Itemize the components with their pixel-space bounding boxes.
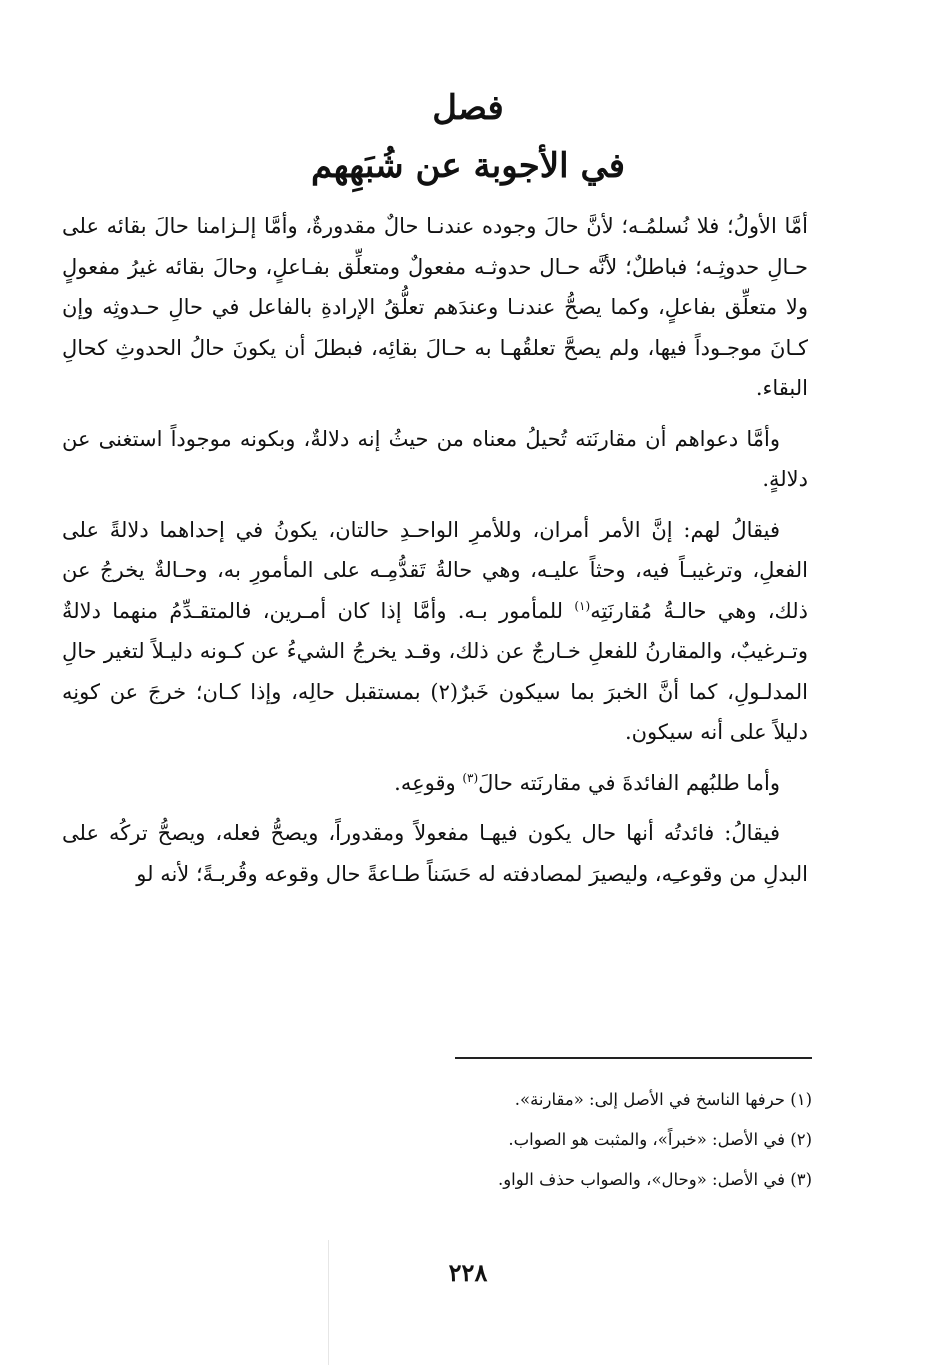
paragraph-text: فيقالُ: فائدتُه أنها حال يكون فيهـا مفعولاً ومقدوراً، ويصحُّ فعله، ويصحُّ تركُه على البدلِ من وقوعـِه، وليصيرَ لمصادفته له حَسَناً طـاعةً حال وقوعه وقُربـةً؛ لأنه لو [62, 821, 808, 886]
paragraph [62, 510, 808, 753]
paragraph-text: وأما طلبُهم الفائدةَ في مقارنَته حالَ [478, 770, 780, 795]
paragraph-text-continued: للمأمور بـه. وأمَّا إذا كان أمـرين، فالمتقـدِّمُ منهما دلالةٌ وتـرغيبٌ، والمقارنُ للفعلِ خـارجٌ عن ذلك، وقـد يخرجُ الشيءُ عن كـونه دليـلاً لتغير حالِ المدلـولِ، كما أنَّ الخبرَ بما سيكون خَبرٌ(٢) بمستقبل حالِه، وإذا كـان؛ خرجَ عن كونِه دليلاً على أنه سيكون. [62, 598, 809, 744]
paragraph-text-continued: وقوعِه. [394, 770, 463, 795]
footnote-1: (١) حرفها الناسخ في الأصل إلى: «مقارنة». [514, 1090, 812, 1109]
footnote-separator [455, 1057, 812, 1059]
footnote-reference[interactable]: (١) [574, 598, 591, 613]
section-subtitle: في الأجوبة عن شُبَهِهم [310, 146, 626, 186]
paragraph [62, 763, 808, 804]
footnote-3: (٣) في الأصل: «وحال»، والصواب حذف الواو. [497, 1170, 812, 1189]
section-headings [0, 80, 936, 196]
paragraph-text: أمَّا الأولُ؛ فلا نُسلمُـه؛ لأنَّ حالَ وجوده عندنـا حالٌ مقدورةٌ، وأمَّا إلـزامنا حالَ بقائه على حـالِ حدوثِـه؛ فباطلٌ؛ لأنَّه حـال حدوثـه مفعولٌ ومتعلِّق بفـاعلٍ، وحالَ بقائه غيرُ مفعولٍ ولا متعلِّق بفاعلٍ، وكما يصحُّ عندنـا وعندَهم تعلُّقُ الإرادةِ بالفاعل في حالِ حـدوثِه وإن كـانَ موجـوداً فيها، ولم يصحَّ تعلقُهـا به حـالَ بقائِه، فبطلَ أن يكونَ حالُ الحدوثِ كحالِ البقاء. [62, 214, 808, 400]
footnote-reference[interactable]: (٣) [462, 770, 479, 785]
paragraph [62, 419, 808, 500]
section-title: فصل [432, 88, 504, 128]
paragraph [62, 206, 808, 409]
paragraph-text: وأمَّا دعواهم أن مقارنَته تُحيلُ معناه من حيثُ إنه دلالةٌ، وبكونه موجوداً استغنى عن دلالةٍ. [62, 426, 808, 491]
paragraph-text: فيقالُ لهم: إنَّ الأمر أمران، وللأمرِ الواحـدِ حالتان، يكونُ في إحداهما دلالةً على الفعلِ، وترغيبـاً فيه، وحثاً عليـه، وهي حالةُ تَقدُّمِـه على المأمورِ به، وحـالةٌ يخرجُ عن ذلك، وهي حالـةُ مُقارنَتِه [62, 517, 809, 623]
page-number: ٢٢٨ [448, 1258, 488, 1287]
footnotes [420, 1080, 812, 1200]
paragraph [62, 813, 808, 894]
body-text [62, 206, 808, 904]
footnote-2: (٢) في الأصل: «خبراً»، والمثبت هو الصواب. [508, 1130, 812, 1149]
